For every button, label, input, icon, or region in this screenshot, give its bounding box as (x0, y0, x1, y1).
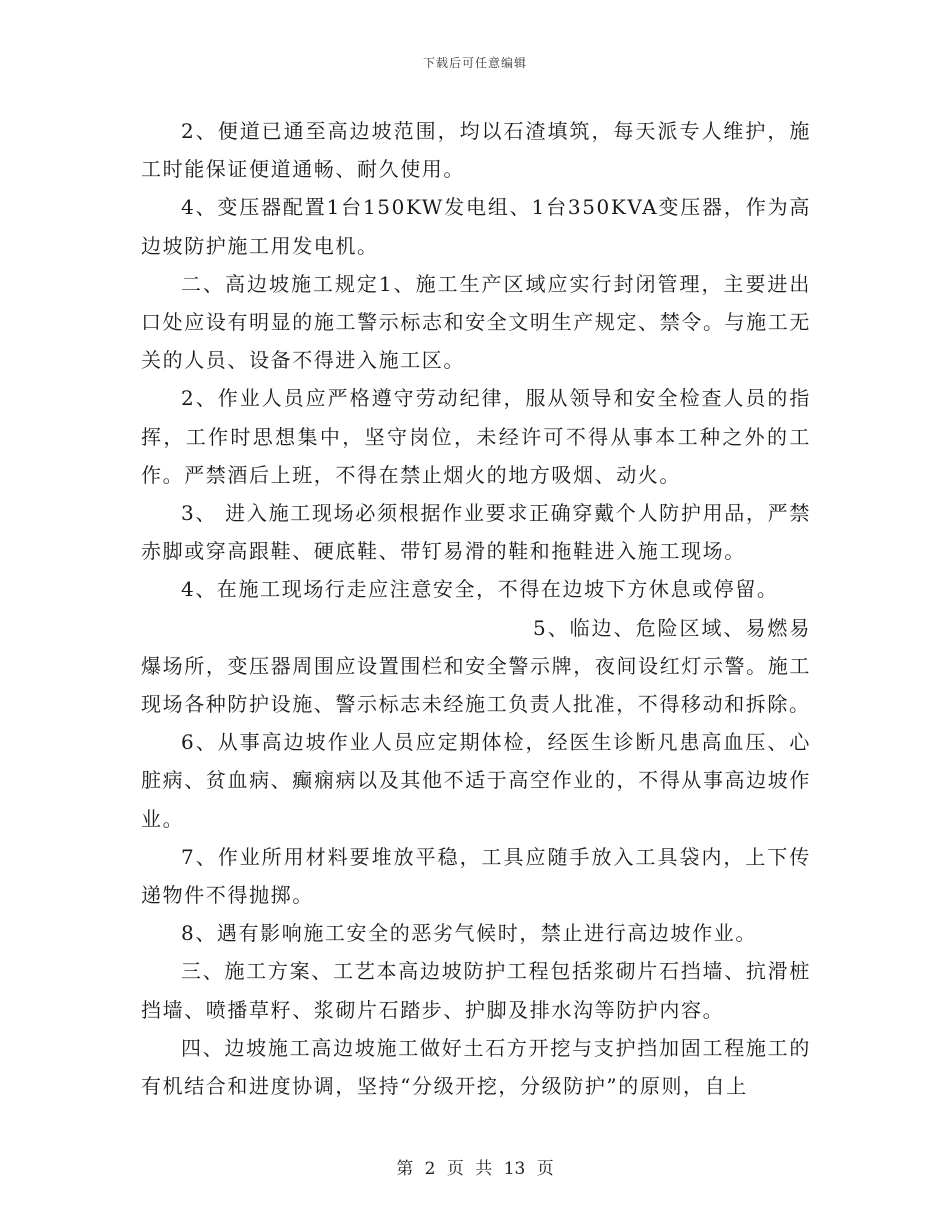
page-header: 下载后可任意编辑 (422, 56, 527, 70)
paragraph: 6、从事高边坡作业人员应定期体检，经医生诊断凡患高血压、心脏病、贫血病、癫痫病以及其他不适于高空作业的，不得从事高边坡作业。 (141, 730, 811, 831)
page-footer: 第 2 页 共 13 页 (396, 1159, 554, 1179)
paragraph: 3、 进入施工现场必须根据作业要求正确穿戴个人防护用品，严禁赤脚或穿高跟鞋、硬底鞋、带钉易滑的鞋和拖鞋进入施工现场。 (141, 501, 811, 564)
paragraph: 2、作业人员应严格遵守劳动纪律，服从领导和安全检查人员的指挥，工作时思想集中，坚守岗位，未经许可不得从事本工种之外的工作。严禁酒后上班，不得在禁止烟火的地方吸烟、动火。 (141, 386, 811, 487)
document-body (141, 112, 811, 1105)
paragraph: 7、作业所用材料要堆放平稳，工具应随手放入工具袋内，上下传递物件不得抛掷。 (141, 844, 811, 908)
paragraph: 2、便道已通至高边坡范围，均以石渣填筑，每天派专人维护，施工时能保证便道通畅、耐久使用。 (141, 119, 811, 182)
paragraph: 四、边坡施工高边坡施工做好土石方开挖与支护挡加固工程施工的有机结合和进度协调，坚持“分级开挖，分级防护”的原则，自上 (141, 1035, 811, 1099)
paragraph: 4、在施工现场行走应注意安全，不得在边坡下方休息或停留。 (181, 577, 779, 602)
paragraph: 4、变压器配置1台150KW发电组、1台350KVA变压器，作为高边坡防护施工用发电机。 (141, 195, 811, 258)
paragraph: 8、遇有影响施工安全的恶劣气候时，禁止进行高边坡作业。 (181, 921, 757, 946)
paragraph: 二、高边坡施工规定1、施工生产区域应实行封闭管理，主要进出口处应设有明显的施工警示标志和安全文明生产规定、禁令。与施工无关的人员、设备不得进入施工区。 (141, 271, 811, 373)
paragraph: 三、施工方案、工艺本高边坡防护工程包括浆砌片石挡墙、抗滑桩挡墙、喷播草籽、浆砌片石踏步、护脚及排水沟等防护内容。 (141, 959, 811, 1022)
paragraph: 5、临边、危险区域、易燃易爆场所，变压器周围应设置围栏和安全警示牌，夜间设红灯示警。施工现场各种防护设施、警示标志未经施工负责人批准，不得移动和拆除。 (141, 615, 811, 717)
